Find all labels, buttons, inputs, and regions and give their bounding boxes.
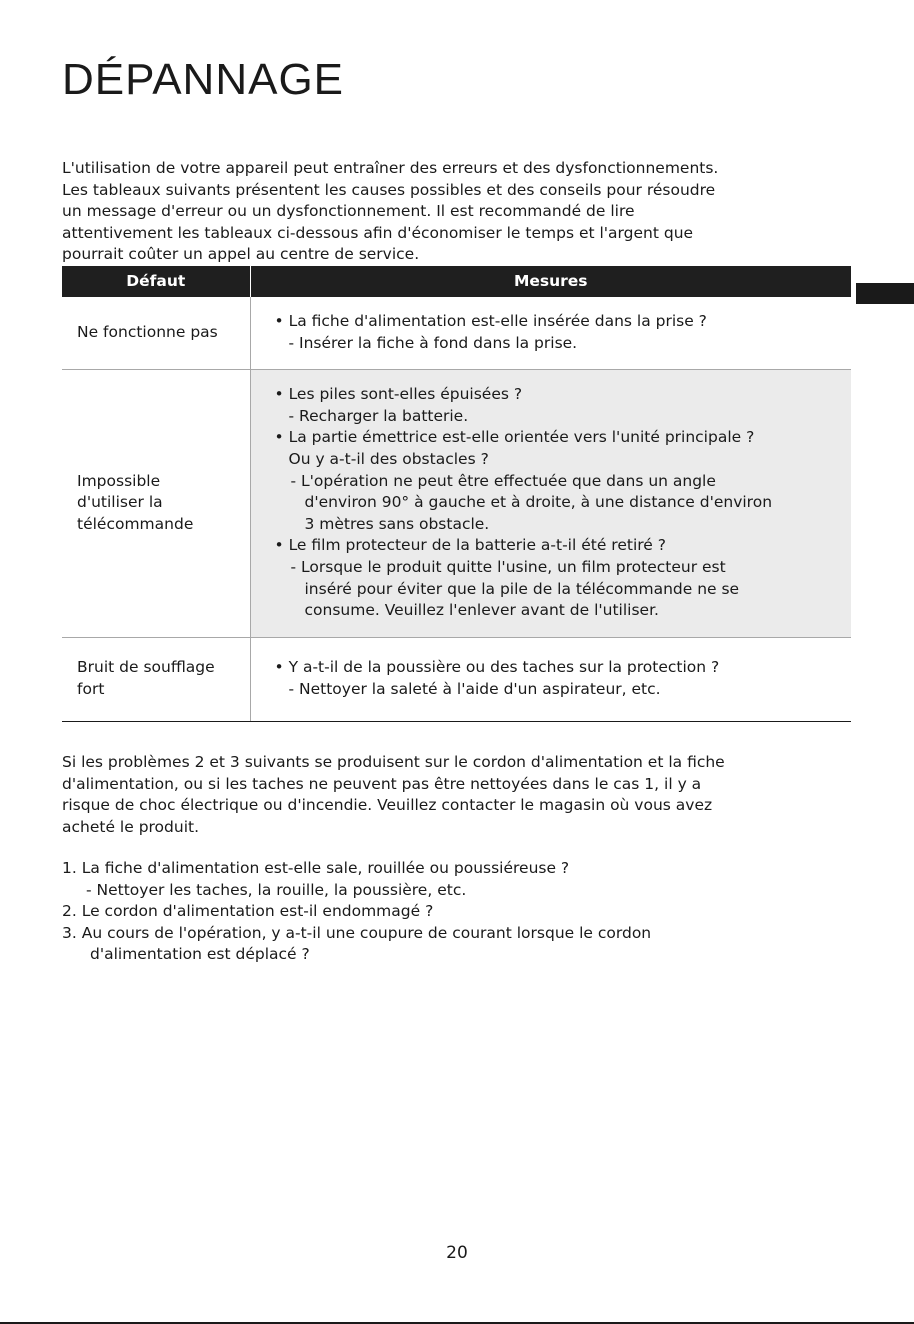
intro-line: attentivement les tableaux ci-dessous afin d'économiser le temps et l'argent que: [62, 223, 694, 242]
column-header-fault: Défaut: [62, 266, 250, 297]
fault-cell: [62, 297, 250, 369]
section-tab-marker: [856, 283, 914, 304]
warning-line: d'alimentation, ou si les taches ne peuvent pas être nettoyées dans le cas 1, il y a: [62, 774, 702, 793]
fault-text: Bruit de soufflage: [77, 658, 215, 677]
page-title: DÉPANNAGE: [62, 55, 345, 104]
table-header-row: [62, 266, 851, 297]
intro-line: pourrait coûter un appel au centre de service.: [62, 245, 420, 263]
measure-question: • Le film protecteur de la batterie a-t-il été retiré ?: [274, 536, 666, 555]
fault-text: Impossible: [77, 471, 161, 490]
fault-cell: [62, 369, 250, 637]
table-row: [62, 369, 851, 637]
fault-text: Ne fonctionne pas: [77, 322, 218, 341]
warning-line: Si les problèmes 2 et 3 suivants se produisent sur le cordon d'alimentation et la fiche: [62, 753, 725, 771]
warning-line: acheté le produit.: [62, 817, 200, 836]
numbered-list: [62, 858, 852, 966]
measures-cell: [250, 369, 851, 637]
measure-question: • La fiche d'alimentation est-elle insérée dans la prise ?: [274, 312, 707, 331]
measures-cell: [250, 297, 851, 369]
measure-answer: - Recharger la batterie.: [288, 406, 469, 425]
measure-answer-continued: 3 mètres sans obstacle.: [304, 514, 490, 533]
fault-text: fort: [77, 680, 105, 698]
fault-text: télécommande: [77, 514, 194, 533]
fault-cell: [62, 637, 250, 721]
list-item: 3. Au cours de l'opération, y a-t-il une coupure de courant lorsque le cordon: [62, 923, 652, 942]
measure-question: • La partie émettrice est-elle orientée vers l'unité principale ?: [274, 428, 755, 447]
measure-question: • Y a-t-il de la poussière ou des taches sur la protection ?: [274, 658, 720, 677]
table-row: [62, 637, 851, 721]
column-header-measures: Mesures: [250, 266, 851, 297]
measure-answer: - Nettoyer la saleté à l'aide d'un aspirateur, etc.: [288, 680, 661, 698]
table-row: [62, 297, 851, 369]
measure-answer: - Lorsque le produit quitte l'usine, un film protecteur est: [290, 557, 726, 576]
list-item: 1. La fiche d'alimentation est-elle sale, rouillée ou poussiéreuse ?: [62, 859, 570, 877]
measure-answer-continued: inséré pour éviter que la pile de la télécommande ne se: [304, 579, 740, 598]
measure-answer: - L'opération ne peut être effectuée que dans un angle: [290, 471, 716, 490]
measure-answer: - Insérer la fiche à fond dans la prise.: [288, 333, 578, 352]
measure-answer-continued: consume. Veuillez l'enlever avant de l'utiliser.: [304, 601, 659, 620]
intro-line: L'utilisation de votre appareil peut entraîner des erreurs et des dysfonctionnements.: [62, 159, 719, 177]
list-item-sub: - Nettoyer les taches, la rouille, la poussière, etc.: [86, 880, 467, 899]
measure-question: • Les piles sont-elles épuisées ?: [274, 385, 523, 404]
warning-paragraph: [62, 752, 852, 838]
fault-text: d'utiliser la: [77, 493, 163, 512]
list-item: 2. Le cordon d'alimentation est-il endommagé ?: [62, 902, 434, 920]
measure-question-continued: Ou y a-t-il des obstacles ?: [288, 450, 489, 469]
list-item-continued: d'alimentation est déplacé ?: [90, 945, 310, 963]
intro-line: Les tableaux suivants présentent les causes possibles et des conseils pour résoudre: [62, 180, 716, 199]
measures-cell: [250, 637, 851, 721]
page-number: 20: [446, 1243, 468, 1263]
intro-paragraph: [62, 158, 852, 266]
troubleshooting-table: [62, 266, 851, 722]
intro-line: un message d'erreur ou un dysfonctionnement. Il est recommandé de lire: [62, 202, 635, 220]
warning-line: risque de choc électrique ou d'incendie. Veuillez contacter le magasin où vous avez: [62, 796, 713, 814]
measure-answer-continued: d'environ 90° à gauche et à droite, à une distance d'environ: [304, 493, 773, 512]
